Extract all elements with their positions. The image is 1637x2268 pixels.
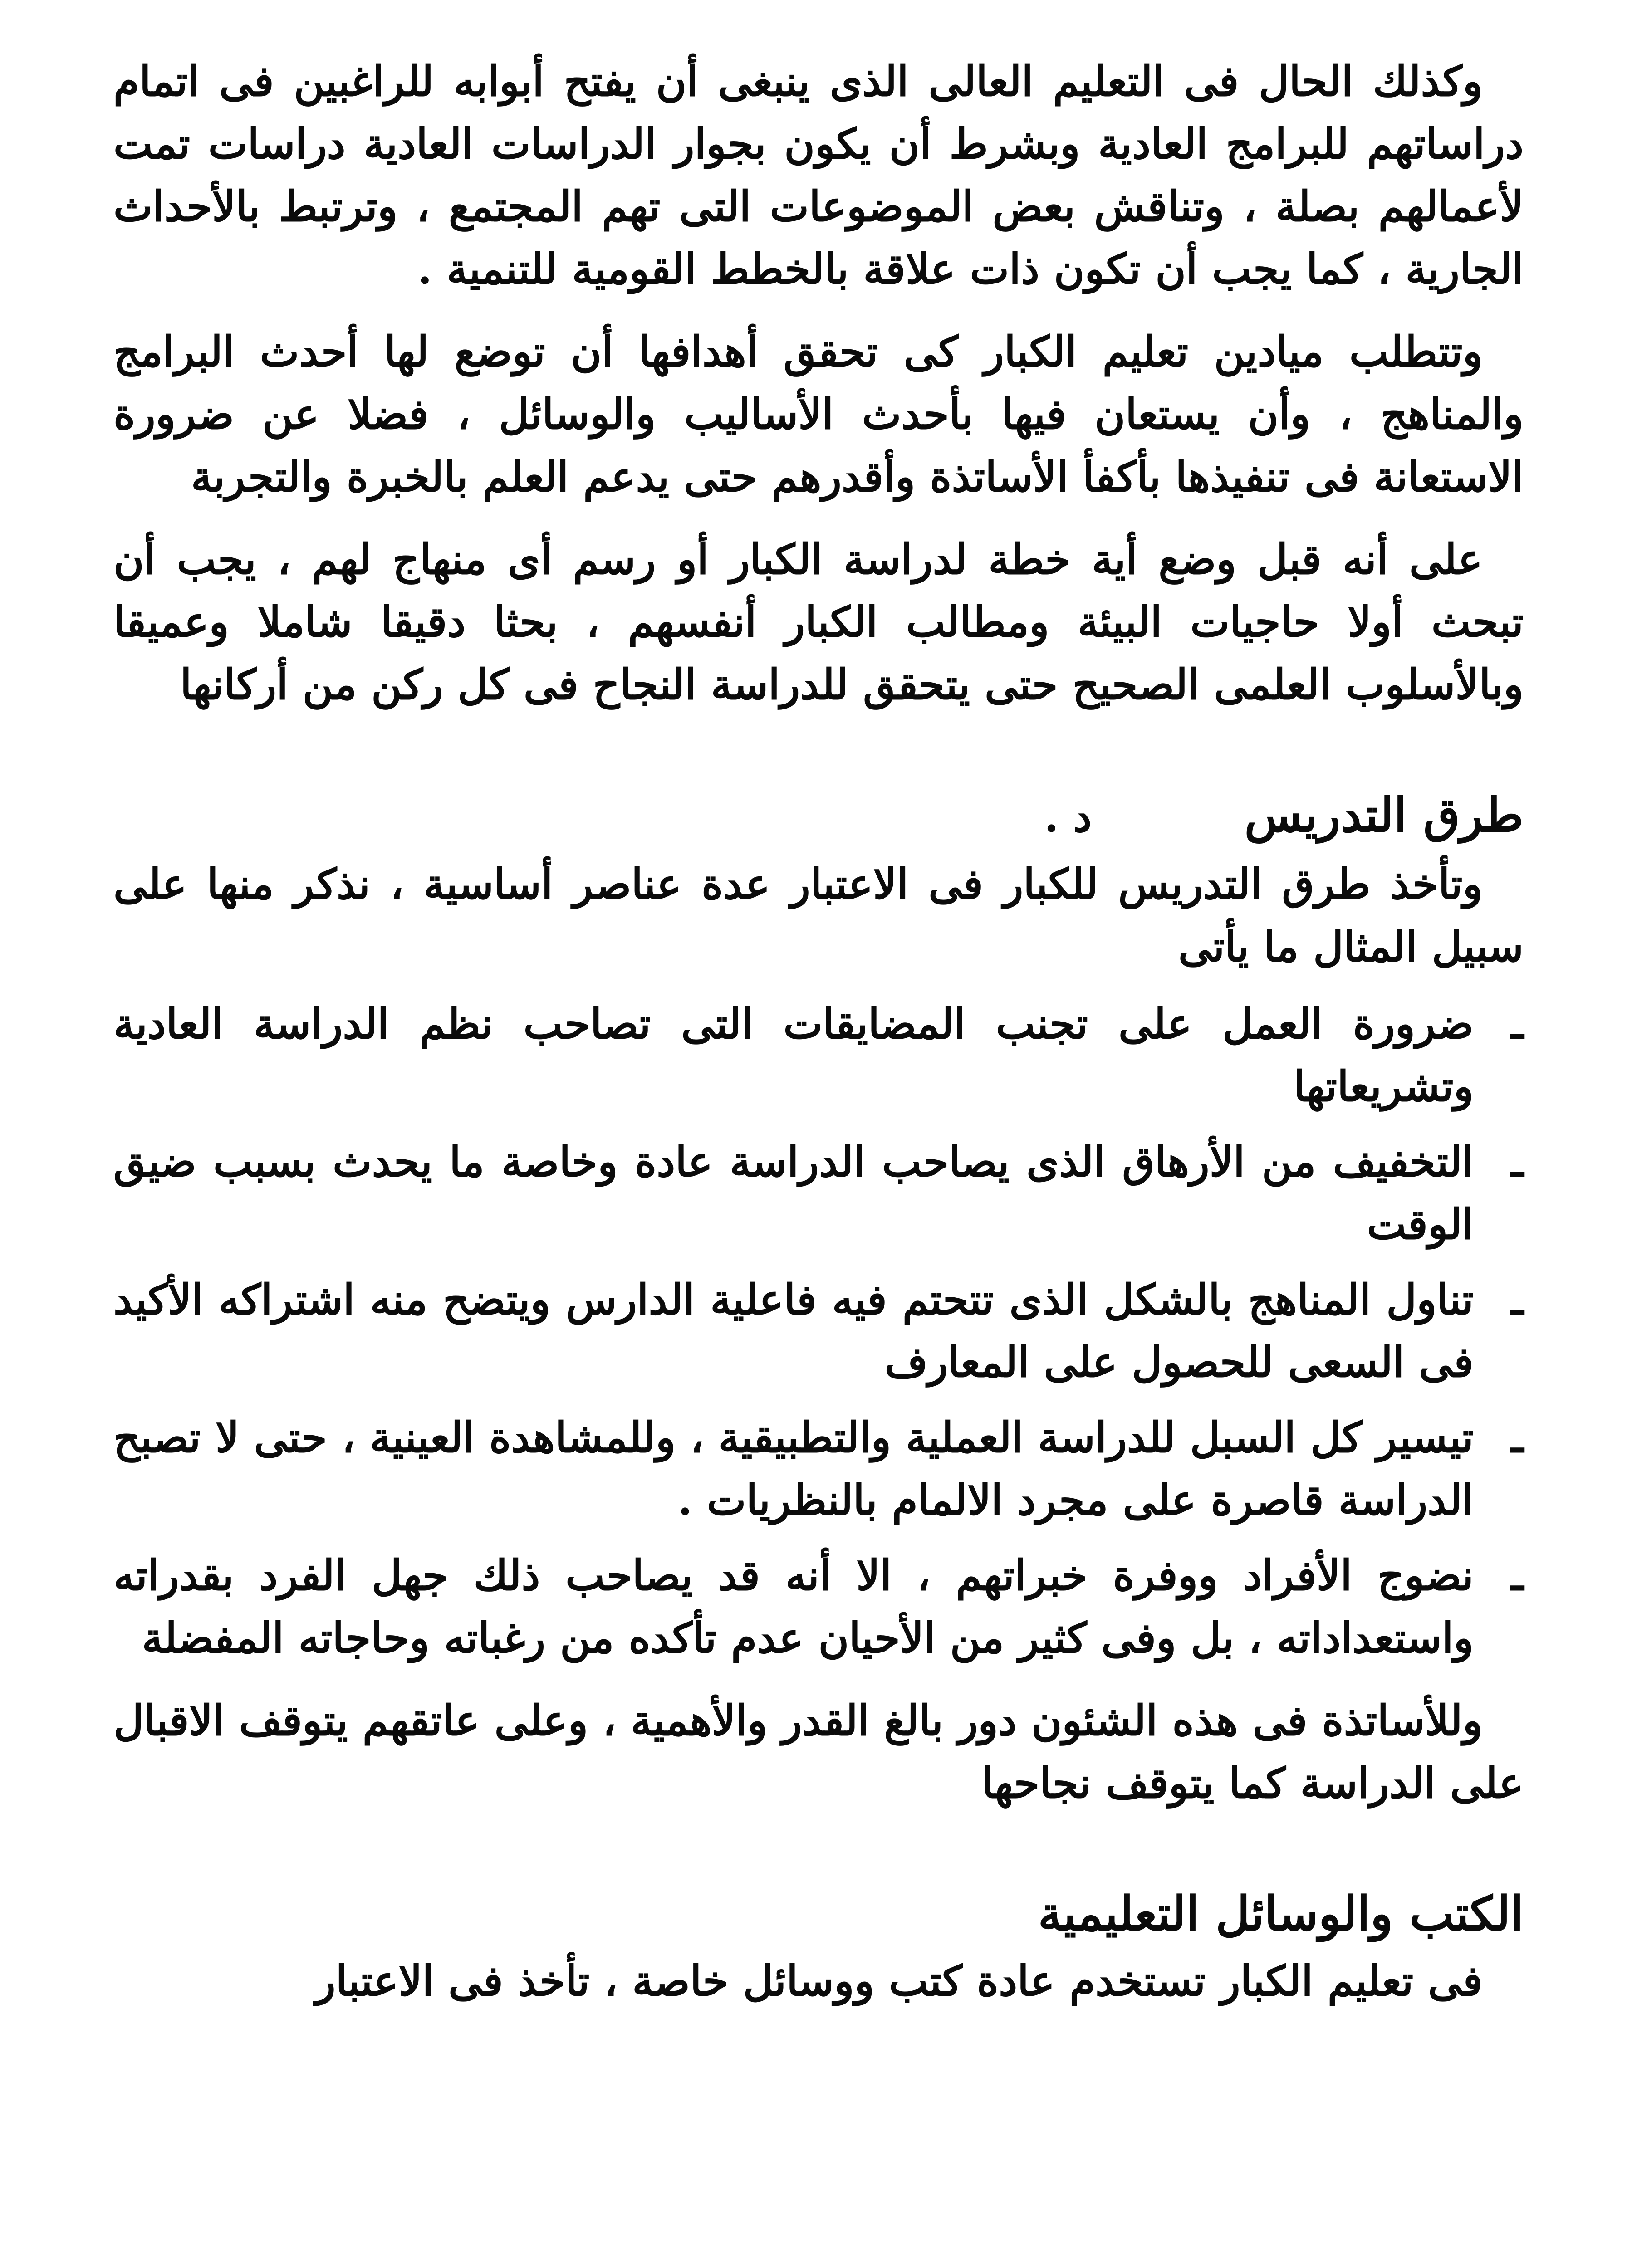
bullet-dash: ـ (1511, 1551, 1524, 1600)
section-title: الكتب والوسائل التعليمية (1038, 1886, 1524, 1941)
list-item (113, 1544, 1524, 1669)
list-item-text: نضوج الأفراد ووفرة خبراتهم ، الا أنه قد يصاحب ذلك جهل الفرد بقدراته واستعداداته ، بل وفى كثير من الأحيان عدم تأكده من رغباته وحاجاته المفضلة (113, 1551, 1474, 1662)
list-item (113, 1268, 1524, 1393)
intro-paragraph: وكذلك الحال فى التعليم العالى الذى ينبغى أن يفتح أبوابه للراغبين فى اتمام دراساتهم للبرامج العادية وبشرط أن يكون بجوار الدراسات العادية دراسات تمت لأعمالهم بصلة ، وتناقش بعض الموضوعات التى تهم المجتمع ، وترتبط بالأحداث الجارية ، كما يجب أن تكون ذات علاقة بالخطط القومية للتنمية . (113, 57, 1524, 293)
section-mark: د . (1044, 792, 1092, 841)
bullet-dash: ـ (1511, 1137, 1524, 1186)
list-item-text: التخفيف من الأرهاق الذى يصاحب الدراسة عادة وخاصة ما يحدث بسبب ضيق الوقت (113, 1137, 1474, 1249)
bullet-dash: ـ (1511, 1275, 1524, 1324)
section-title: طرق التدريس (1244, 787, 1524, 843)
teaching-methods-list (113, 992, 1524, 1669)
paragraph-curricula: وتتطلب ميادين تعليم الكبار كى تحقق أهدافها أن توضع لها أحدث البرامج والمناهج ، وأن يستعان فيها بأحدث الأساليب والوسائل ، فضلا عن ضرورة الاستعانة فى تنفيذها بأكفأ الأساتذة وأقدرهم حتى يدعم العلم بالخبرة والتجربة (113, 327, 1524, 501)
closing-paragraph: وللأساتذة فى هذه الشئون دور بالغ القدر والأهمية ، وعلى عاتقهم يتوقف الاقبال على الدراسة كما يتوقف نجاحها (113, 1696, 1524, 1808)
list-item-text: تناول المناهج بالشكل الذى تتحتم فيه فاعلية الدارس ويتضح منه اشتراكه الأكيد فى السعى للحصول على المعارف (113, 1275, 1474, 1387)
list-item-text: تيسير كل السبل للدراسة العملية والتطبيقية ، وللمشاهدة العينية ، حتى لا تصبح الدراسة قاصرة على مجرد الالمام بالنظريات . (113, 1413, 1474, 1525)
section-heading-books-and-aids (113, 1882, 1524, 1945)
section-2-paragraph: فى تعليم الكبار تستخدم عادة كتب ووسائل خاصة ، تأخذ فى الاعتبار (315, 1956, 1483, 2005)
section-intro-paragraph: وتأخذ طرق التدريس للكبار فى الاعتبار عدة عناصر أساسية ، نذكر منها على سبيل المثال ما يأتى (113, 860, 1524, 971)
list-item (113, 992, 1524, 1118)
list-item-text: ضرورة العمل على تجنب المضايقات التى تصاحب نظم الدراسة العادية وتشريعاتها (113, 999, 1474, 1111)
page-body (113, 50, 1524, 2012)
paragraph-needs-study: على أنه قبل وضع أية خطة لدراسة الكبار أو رسم أى منهاج لهم ، يجب أن تبحث أولا حاجيات البيئة ومطالب الكبار أنفسهم ، بحثا دقيقا شاملا وعميقا وبالأسلوب العلمى الصحيح حتى يتحقق للدراسة النجاح فى كل ركن من أركانها (113, 535, 1524, 709)
list-item (113, 1130, 1524, 1256)
bullet-dash: ـ (1511, 1413, 1524, 1462)
section-heading-teaching-methods (113, 784, 1524, 848)
bullet-dash: ـ (1511, 999, 1524, 1048)
list-item (113, 1406, 1524, 1531)
